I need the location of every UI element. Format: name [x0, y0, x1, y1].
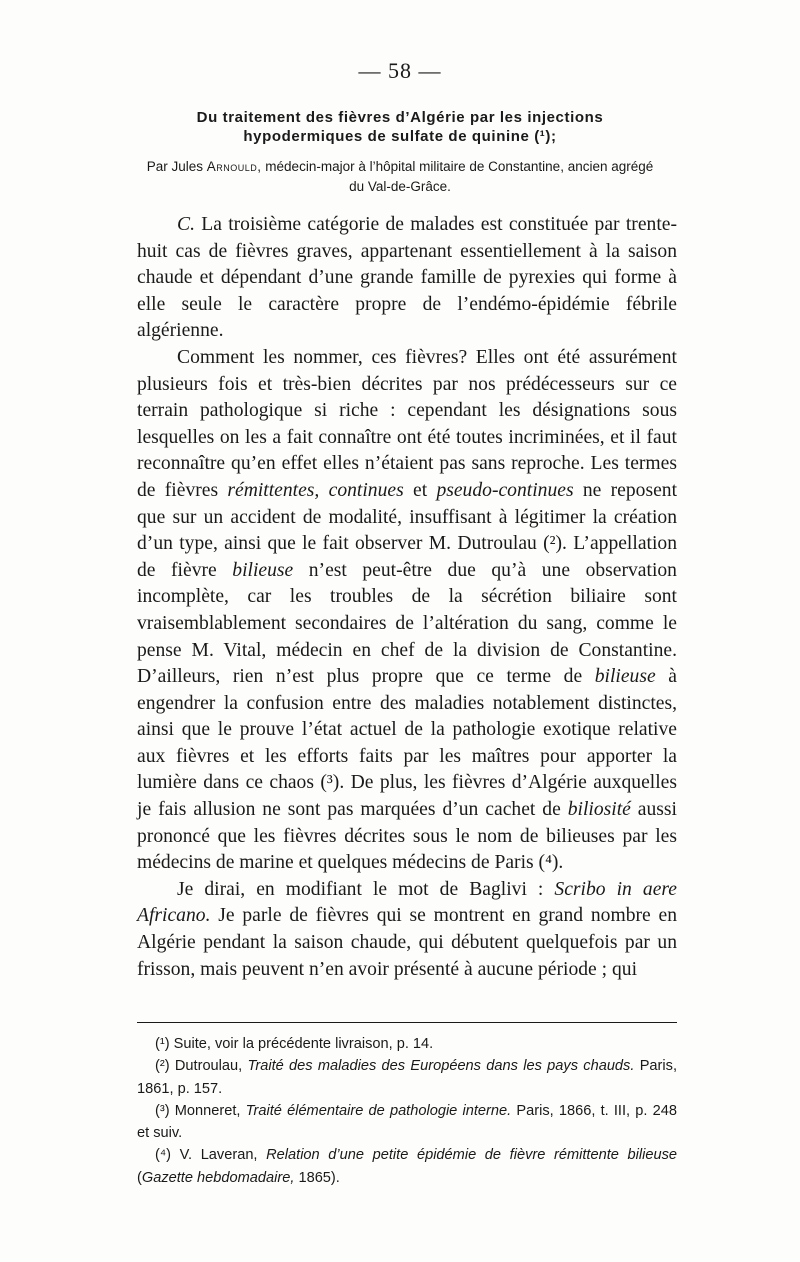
paragraph-1-text: La troisième catégorie de malades est constituée par trente-huit cas de fièvres graves, appartenant essentiellement à la saison chaude et dépendant d’une grande famille de pyrexies qui forme à elle seule le caractère propre de l’endémo-épidémie fébrile algérienne.	[137, 214, 677, 342]
footnote-4-italic-2: Gazette hebdomadaire,	[141, 1169, 295, 1186]
paragraph-3-text-b: Je parle de fièvres qui se montrent en grand nombre en Algérie pendant la saison chaude, qui débutent quelquefois par un frisson, mais peuvent n’en avoir présenté à aucune période ; qui	[137, 905, 677, 980]
footnotes	[137, 1033, 677, 1189]
footnote-3-text-b: Paris, 1866, t. III, p. 248 et suiv.	[137, 1102, 677, 1142]
footnote-4-text-a: (⁴) V. Laveran,	[155, 1147, 267, 1164]
footnote-3-italic: Traité élémentaire de pathologie interne.	[245, 1102, 512, 1119]
article-title-line-2: hypodermiques de sulfate de quinine (¹);	[243, 128, 557, 145]
author-line-1	[100, 157, 700, 177]
paragraph-3-italic-1: Scribo in aere Africano.	[137, 878, 677, 927]
footnote-1: (¹) Suite, voir la précédente livraison, p. 14.	[155, 1036, 434, 1052]
paragraph-2-italic-5: biliosité	[567, 799, 631, 821]
paragraph-2-italic-4: bilieuse	[594, 666, 656, 688]
paragraph-2-text-f: aussi prononcé que les fièvres décrites sous le nom de bilieuses par les médecins de marine et quelques médecins de Paris (⁴).	[137, 799, 677, 874]
article-title	[100, 108, 700, 146]
paragraph-2-text-d: n’est peut-être due qu’à une observation incomplète, car les troubles de la sécrétion biliaire sont vraisemblablement secondaires de l’altération du sang, comme le pense M. Vital, médecin en chef de la division de Constantine. D’ailleurs, rien n’est plus propre que ce terme de	[137, 559, 677, 688]
paragraph-3-text-a: Je dirai, en modifiant le mot de Baglivi :	[177, 878, 555, 900]
author-line-2: du Val-de-Grâce.	[349, 179, 451, 194]
author-line	[100, 157, 700, 197]
paragraph-2-italic-3: bilieuse	[232, 559, 294, 581]
body-text	[137, 212, 677, 983]
author-suffix: médecin-major à l’hôpital militaire de Constantine, ancien agrégé	[265, 159, 654, 174]
footnote-divider	[137, 1022, 677, 1023]
footnote-3	[137, 1100, 677, 1145]
footnote-2-italic: Traité des maladies des Européens dans les pays chauds.	[247, 1058, 635, 1075]
paragraph-1	[137, 212, 677, 345]
paragraph-3	[137, 877, 677, 983]
footnote-4-text-c: 1865).	[294, 1169, 340, 1186]
footnote-2	[137, 1055, 677, 1100]
paragraph-2	[137, 345, 677, 877]
footnote-4	[137, 1144, 677, 1189]
paragraph-2-italic-1: rémittentes, continues	[227, 479, 404, 501]
footnote-3-text-a: (³) Monneret,	[155, 1102, 246, 1119]
footnote-2-text-b: Paris, 1861, p. 157.	[137, 1058, 678, 1097]
author-prefix: Par Jules	[146, 159, 203, 174]
page-number: — 58 —	[358, 58, 442, 83]
footnote-2-text-a: (²) Dutroulau,	[155, 1058, 248, 1075]
paragraph-2-text-a: Comment les nommer, ces fièvres? Elles ont été assurément plusieurs fois et très-bien décrites par nos prédécesseurs sur ce terrain pathologique si riche : cependant les désignations sous lesquelles on les a fait connaître ont été toutes incriminées, et il faut reconnaître qu’en effet elles n’étaient pas sans reproche. Les termes de fièvres	[137, 346, 677, 501]
footnote-4-text-b: (	[137, 1169, 142, 1186]
paragraph-2-text-e: à engendrer la confusion entre des maladies notablement distinctes, ainsi que le prouve l’état actuel de la pathologie exotique relative aux fièvres et les efforts faits par les maîtres pour apporter la lumière dans ce chaos (³). De plus, les fièvres d’Algérie auxquelles je fais allusion ne sont pas marquées d’un cachet de	[137, 666, 677, 821]
paragraph-2-italic-2: pseudo-continues	[436, 479, 574, 501]
section-letter: C.	[177, 214, 195, 235]
author-name: Arnould,	[206, 159, 262, 174]
paragraph-2-text-b: et	[403, 479, 437, 501]
footnote-4-italic: Relation d’une petite épidémie de fièvre rémittente bilieuse	[266, 1147, 677, 1164]
article-title-line-1: Du traitement des fièvres d’Algérie par les injections	[196, 109, 604, 126]
paragraph-2-text-c: ne reposent que sur un accident de modalité, insuffisant à légitimer la création d’un type, ainsi que le fait observer M. Dutroulau (²). L’appellation de fièvre	[137, 479, 678, 581]
